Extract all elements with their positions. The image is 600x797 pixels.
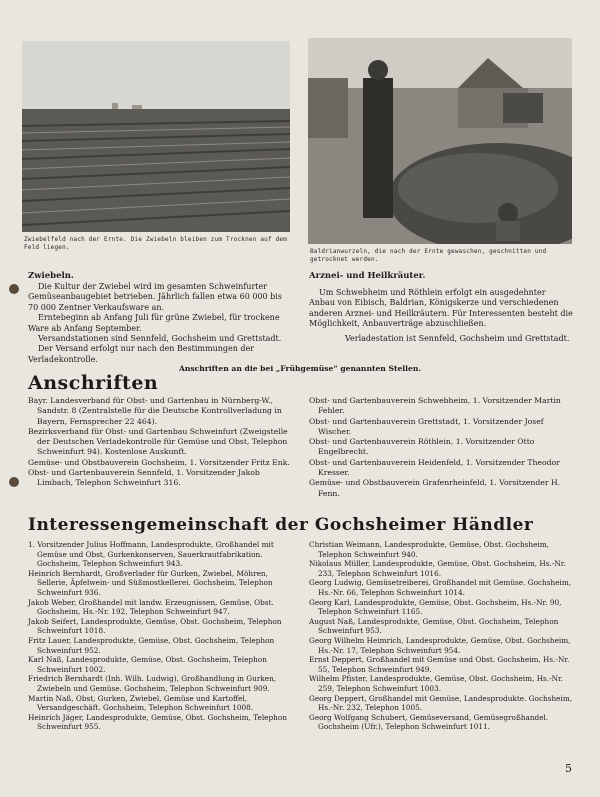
addresses-note: Anschriften an die bei „Frühgemüse“ genannten Stellen.: [178, 364, 422, 373]
address-entry: Bayr. Landesverband für Obst- und Gartenbau in Nürnberg-W., Sandstr. 8 (Zentralstelle für die Deutsche Kontrollverladung in Bayern, Fernsprecher 22 464).: [28, 396, 282, 426]
zwiebeln-text: [28, 282, 294, 365]
address-entry: Obst- und Gartenbauverein Sennfeld, 1. Vorsitzender Jakob Limbach, Telephon Schweinfurt 316.: [28, 468, 260, 488]
zwiebeln-paragraph: Erntebeginn ab Anfang Juli für grüne Zwiebel, für trockene Ware ab Anfang September.: [28, 313, 280, 333]
trader-entry: Jakob Weber, Großhandel mit landw. Erzeugnissen, Gemüse, Obst. Gochsheim, Hs.-Nr. 192, Telephon Schweinfurt 947.: [28, 597, 274, 617]
trader-entry: Georg Deppert, Großhandel mit Gemüse, Landesprodukte. Gochsheim, Hs.-Nr. 232, Telephon 1005.: [309, 693, 573, 713]
zwiebeln-paragraph: Der Versand erfolgt nur nach den Bestimmungen der Verladekontrolle.: [28, 344, 255, 364]
trader-entry: Fritz Lauer, Landesprodukte, Gemüse, Obst. Gochsheim, Telephon Schweinfurt 952.: [28, 635, 275, 655]
trader-entry: Georg Ludwig, Gemüsetreiberei, Großhandel mit Gemüse. Gochsheim, Hs.-Nr. 66, Telephon Schweinfurt 1014.: [309, 578, 572, 597]
punch-hole: [9, 284, 19, 294]
address-entry: Gemüse- und Obstbauverein Gochsheim, 1. Vorsitzender Fritz Enk.: [28, 457, 290, 467]
left-photo-caption: Zwiebelfeld nach der Ernte. Die Zwiebeln bleiben zum Trocknen auf dem Feld liegen.: [24, 236, 288, 251]
arznei-heading: Arznei- und Heilkräuter.: [309, 271, 426, 281]
trader-entry: Heinrich Jäger, Landesprodukte, Gemüse, Obst. Gochsheim, Telephon Schweinfurt 955.: [28, 712, 287, 732]
trader-entry: Georg Wilhelm Heimrich, Landesprodukte, Gemüse, Obst. Gochsheim, Hs.-Nr. 17, Telephon Schweinfurt 954.: [309, 635, 571, 655]
interessen-heading: Interessengemeinschaft der Gochsheimer Händler: [28, 515, 534, 535]
address-entry: Obst- und Gartenbauverein Heidenfeld, 1. Vorsitzender Theodor Kresser.: [309, 457, 560, 478]
arznei-paragraph: Verladestation ist Sennfeld, Gochsheim und Grettstadt.: [345, 333, 570, 343]
trader-entry: Christian Weimann, Landesprodukte, Gemüse, Obst. Gochsheim, Telephon Schweinfurt 940.: [309, 540, 549, 559]
trader-entry: 1. Vorsitzender Julius Hoffmann, Landesprodukte, Großhandel mit Gemüse und Obst, Gurkenkonserven, Sauerkrautfabrikation. Gochsheim, Telephon Schweinfurt 943.: [28, 540, 274, 569]
trader-entry: Ernst Deppert, Großhandel mit Gemüse und Obst. Gochsheim, Hs.-Nr. 55, Telephon Schweinfurt 949.: [309, 655, 570, 674]
trader-entry: Friedrich Bernhardt (Inh. Wilh. Ludwig), Großhandlung in Gurken, Zwiebeln und Gemüse. Gochsheim, Telephon Schweinfurt 909.: [28, 674, 277, 693]
onion-field-photo: [22, 41, 290, 232]
trader-entry: Nikolaus Müller, Landesprodukte, Gemüse, Obst. Gochsheim, Hs.-Nr. 233, Telephon Schweinfurt 1016.: [309, 559, 566, 578]
anschriften-heading: Anschriften: [28, 372, 159, 394]
valerian-photo: [308, 38, 572, 244]
address-entry: Obst- und Gartenbauverein Grettstadt, 1. Vorsitzender Josef Wischer.: [309, 416, 544, 436]
address-entry: Gemüse- und Obstbauverein Grafenrheinfeld, 1. Vorsitzender H. Fenn.: [309, 478, 561, 498]
trader-entry: Wilhelm Pfister, Landesprodukte, Gemüse, Obst. Gochsheim, Hs.-Nr. 259, Telephon Schweinfurt 1003.: [309, 674, 563, 693]
trader-entry: Georg Karl, Landesprodukte, Gemüse, Obst. Gochsheim, Hs.-Nr. 90, Telephon Schweinfurt 1165.: [309, 597, 562, 617]
zwiebeln-paragraph: Versandstationen sind Sennfeld, Gochsheim und Grettstadt.: [38, 334, 282, 344]
anschriften-left: [28, 396, 294, 489]
anschriften-right: [309, 396, 574, 499]
trader-entry: Jakob Seifert, Landesprodukte, Gemüse, Obst. Gochsheim, Telephon Schweinfurt 1018.: [28, 616, 282, 636]
zwiebeln-heading: Zwiebeln.: [28, 271, 74, 281]
trader-entry: Karl Naß, Landesprodukte, Gemüse, Obst. Gochsheim, Telephon Schweinfurt 1002.: [28, 655, 267, 674]
punch-hole: [9, 477, 19, 487]
trader-entry: August Naß, Landesprodukte, Gemüse, Obst. Gochsheim, Telephon Schweinfurt 953.: [309, 616, 559, 636]
trader-entry: Georg Wolfgang Schubert, Gemüseversand, Gemüsegroßhandel. Gochsheim (Ufr.), Telephon Schweinfurt 1011.: [309, 712, 549, 732]
address-entry: Bezirksverband für Obst- und Gartenbau Schweinfurt (Zweigstelle der Deutschen Verladekontrolle für Gemüse und Obst, Telephon Schweinfurt 94). Kostenlose Auskunft.: [28, 426, 288, 457]
arznei-text: [309, 288, 574, 344]
address-entry: Obst- und Gartenbauverein Schwebheim, 1. Vorsitzender Martin Fehler.: [309, 396, 561, 416]
zwiebeln-paragraph: Die Kultur der Zwiebel wird im gesamten Schweinfurter Gemüseanbaugebiet betrieben. Jährlich fallen etwa 60 000 bis 70 000 Zentner Verkaufsware an.: [28, 282, 282, 312]
address-entry: Obst- und Gartenbauverein Röthlein, 1. Vorsitzender Otto Engelbrecht.: [309, 437, 535, 457]
right-photo-caption: Baldrianwurzeln, die nach der Ernte gewaschen, geschnitten und getrocknet werden.: [310, 248, 547, 263]
trader-entry: Martin Naß, Obst, Gurken, Zwiebel, Gemüse und Kartoffel, Versandgeschäft. Gochsheim, Telephon Schweinfurt 1008.: [28, 693, 254, 713]
page-number: 5: [565, 762, 572, 775]
interessen-left: [28, 540, 298, 732]
trader-entry: Heinrich Bernhardt, Großverlader für Gurken, Zwiebel, Möhren, Sellerie, Äpfelwein- und Süßmostkellerei. Gochsheim, Telephon Schweinfurt 936.: [28, 568, 273, 597]
interessen-right: [309, 540, 575, 732]
arznei-paragraph: Um Schwebheim und Röthlein erfolgt ein ausgedehnter Anbau von Eibisch, Baldrian, Königskerze und verschiedenen anderen Arznei- und Heilkräutern. Für Interessenten besteht die Möglichkeit, Anbauverträge abzuschließen.: [309, 288, 573, 329]
